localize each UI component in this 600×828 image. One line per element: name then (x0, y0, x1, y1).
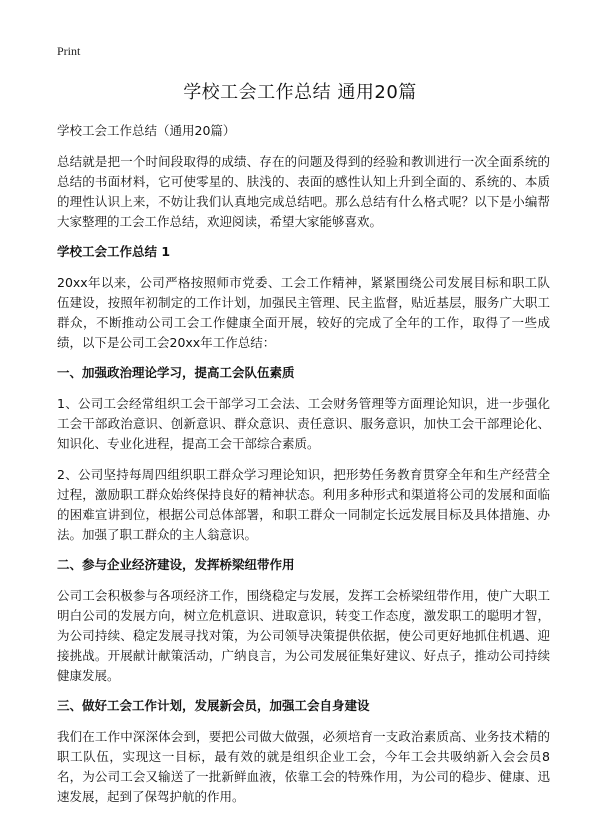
section-1-paragraph-2: 2、公司坚持每周四组织职工群众学习理论知识，把形势任务教育贯穿全年和生产经营全过程，激励职工群众始终保持良好的精神状态。利用多种形式和渠道将公司的发展和面临的困难宣讲到位，根据公司总体部署，和职工群众一同制定长远发展目标及具体措施、办法。加强了职工群众的主人翁意识。 (57, 467, 550, 542)
section-3-paragraph-1: 我们在工作中深深体会到，要把公司做大做强，必须培育一支政治素质高、业务技术精的职工队伍，实现这一目标，最有效的就是组织企业工会，今年工会共吸纳新入会会员8名，为公司工会又输送了一批新鲜血液，依靠工会的特殊作用，为公司的稳步、健康、迅速发展，起到了保驾护航的作用。 (57, 729, 550, 804)
section-1-paragraph-1: 1、公司工会经常组织工会干部学习工会法、工会财务管理等方面理论知识，进一步强化工会干部政治意识、创新意识、群众意识、责任意识、服务意识，加快工会干部理论化、知识化、专业化进程，提高工会干部综合素质。 (57, 396, 550, 451)
document-body (57, 122, 550, 818)
intro-paragraph: 总结就是把一个时间段取得的成绩、存在的问题及得到的经验和教训进行一次全面系统的总结的书面材料，它可使零星的、肤浅的、表面的感性认知上升到全面的、系统的、本质的理性认识上来，不妨让我们认真地完成总结吧。那么总结有什么格式呢？以下是小编帮大家整理的工会工作总结，欢迎阅读，希望大家能够喜欢。 (57, 154, 550, 229)
document-subtitle: 学校工会工作总结（通用20篇） (57, 123, 236, 138)
section-heading-2: 二、参与企业经济建设，发挥桥梁纽带作用 (57, 557, 295, 572)
page-title: 学校工会工作总结 通用20篇 (183, 82, 417, 103)
article-heading: 学校工会工作总结 1 (57, 244, 171, 259)
print-link[interactable]: Print (57, 44, 81, 58)
section-heading-1: 一、加强政治理论学习，提高工会队伍素质 (57, 365, 295, 380)
section-heading-3: 三、做好工会工作计划，发展新会员，加强工会自身建设 (57, 698, 370, 713)
section-2-paragraph-1: 公司工会积极参与各项经济工作，围绕稳定与发展，发挥工会桥梁纽带作用，使广大职工明白公司的发展方向，树立危机意识、进取意识，转变工作态度，激发职工的聪明才智，为公司持续、稳定发展寻找对策，为公司领导决策提供依据，使公司更好地抓住机遇、迎接挑战。开展献计献策活动，广纳良言，为公司发展征集好建议、好点子，推动公司持续健康发展。 (57, 588, 550, 683)
article-intro-paragraph: 20xx年以来，公司严格按照师市党委、工会工作精神，紧紧围绕公司发展目标和职工队伍建设，按照年初制定的工作计划，加强民主管理、民主监督，贴近基层，服务广大职工群众，不断推动公司工会工作健康全面开展，较好的完成了全年的工作，取得了一些成绩，以下是公司工会20xx年工作总结： (57, 275, 550, 350)
